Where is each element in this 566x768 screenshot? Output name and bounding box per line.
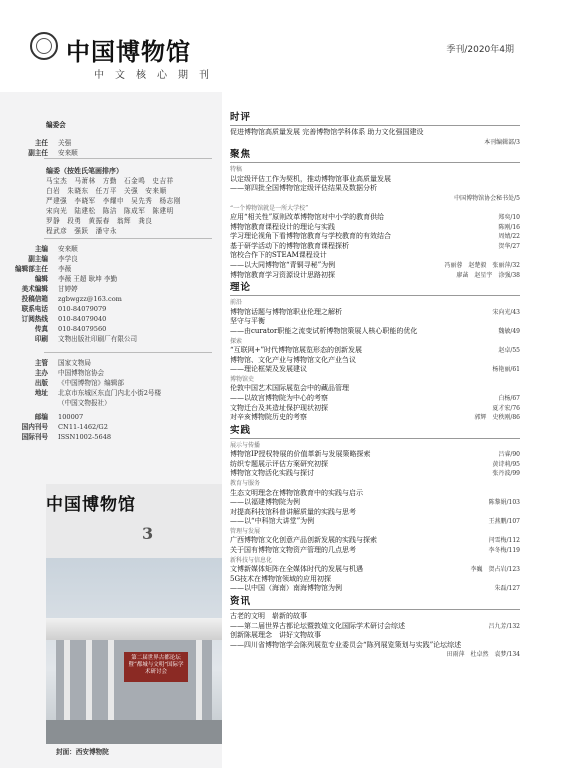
toc-article-title[interactable]: 5G技术在博物馆领域的应用初探 [230,574,332,583]
staff-value: 安来顺 [58,245,78,253]
divider [44,238,212,239]
toc-author-page: 夏才宏/76 [492,404,520,412]
staff-label: 订阅热线 [21,315,48,323]
staff-label: 美术编辑 [21,285,48,293]
toc-author-page: 朱磊/127 [494,585,520,593]
staff-label: 编辑 [34,275,48,283]
toc-author-page: 吕九芳/132 [488,622,520,630]
committee-row: 罗静 段勇 黄振春 翁辉 龚良 [46,217,153,225]
toc-author-page: 陈刚/16 [498,223,520,231]
toc-subsection-label: 展示与传播 [230,441,261,449]
staff-value: 文物出版社印刷厂有限公司 [58,335,138,343]
cover-title: 中国博物馆 [46,495,136,515]
page-header [0,0,566,88]
toc-author-page: 黄诗莉/95 [492,460,520,468]
staff-value: 李学良 [58,255,78,263]
toc-author-page: 吕睿/90 [498,451,520,459]
publisher-label: 主办 [34,369,48,377]
toc-author-page: 白杨/67 [498,394,520,402]
toc-author-page: 魏敏/49 [498,327,520,335]
editorial-committee [0,166,222,236]
toc-article-title[interactable]: 关于国有博物馆文物资产管理的几点思考 [230,546,356,554]
toc-article-title[interactable]: 对提高科技馆科普讲解质量的实践与思考 [230,507,356,516]
toc-article-title[interactable]: 基于研学活动下的博物馆教育课程探析 [230,241,349,250]
publisher-value: 国家文物局 [58,359,91,367]
toc-article-title[interactable]: ——以福建博物院为例 [230,498,300,507]
journal-seal-logo [30,32,58,60]
toc-subsection-label: “一个博物馆就是一所大学校” [230,204,309,212]
toc-article-title[interactable]: 博物馆IP授权特展的价值革新与发展策略探索 [230,450,371,459]
toc-section-heading: 资讯 [230,595,252,607]
toc-author-page: 冯丽蓉 赵楚毅 张丽萍/32 [444,262,520,269]
divider [44,158,212,159]
toc-author-page: 杨艳丽/61 [492,366,520,374]
staff-value: 010-84079079 [58,305,107,313]
toc-author-page: 宋向光/43 [492,308,520,316]
publisher-label: 邮编 [34,413,48,421]
toc-section-heading: 聚焦 [230,149,252,161]
cover-issue-number: 3 [142,524,154,543]
toc-article-title[interactable]: 对辛亥博物院历史的考察 [230,413,307,422]
publisher-value: 100007 [58,413,84,421]
staff-value: 甘婷婷 [58,285,78,293]
toc-article-title[interactable]: 学习理论视角下看博物馆教育与学校教育的有效结合 [230,232,391,241]
toc-subsection-label: 新科技与信息化 [230,556,273,564]
publisher-label: 出版 [34,379,48,387]
staff-value: 010-84079560 [58,325,107,333]
publisher-value: 中国博物馆协会 [58,369,105,377]
staff-label: 传真 [34,325,48,333]
journal-masthead: 中国博物馆 [66,37,191,66]
issue-label: 季刊/2020年4期 [446,45,514,55]
staff-label: 主编 [34,245,48,253]
cover-photo [46,558,222,744]
toc-author-page: 李冬梅/119 [488,547,520,554]
staff-label: 副主编 [28,255,48,263]
toc-author-page: 郑奕/10 [498,214,520,221]
toc-subsection-label: 特稿 [230,166,243,174]
staff-label: 联系电话 [21,305,48,313]
toc-article-title[interactable]: 博物馆话题与博物馆职业伦理之解析 [230,307,342,316]
toc-article-title[interactable]: 伦敦中国艺术国际展览会中的藏品管理 [230,384,349,393]
toc-article-title[interactable]: “互联网+”时代博物馆展览形态的创新发展 [230,346,363,354]
journal-subtitle: 中文核心期刊 [94,70,220,81]
toc-author-page: 贺华/27 [498,242,520,250]
staff-label: 印刷 [34,335,48,343]
committee-heading: 编委（按姓氏笔画排序） [46,166,123,175]
publisher-value: ISSN1002-5648 [58,433,112,441]
publisher-value: （中国文物报社） [58,399,111,407]
toc-section-heading: 时评 [230,112,252,123]
director-label: 主任 [34,139,48,147]
cover-thumbnail [46,484,222,744]
toc-article-title[interactable]: 博物馆教育课程设计的理论与实践 [230,222,335,231]
toc-article-title[interactable]: 创新陈展理念 讲好文物故事 [230,631,321,640]
committee-row: 程武彦 强跃 潘守永 [46,227,117,235]
staff-value: 010-84079040 [58,315,107,323]
toc-article-title[interactable]: 坚守与平衡 [230,317,265,326]
toc-article-title[interactable]: ——四川省博物馆学会陈列展览专业委员会“陈列展览策划与实践”论坛综述 [230,640,462,649]
section-rule [230,295,520,296]
toc-author-page: 陈黎娟/103 [488,499,520,507]
publisher-label: 地址 [34,389,48,397]
toc-article-title[interactable]: 文博新媒体矩阵在全媒体时代的发展与机遇 [230,565,363,574]
toc-article-title[interactable]: 应用“相关性”原则改革博物馆对中小学的教育供给 [230,213,385,221]
cover-banner: 第二届世界古都论坛 暨“都城与文明”国际学术研讨会 [124,652,188,682]
staff-value: 李薇 [58,265,72,273]
publisher-label [0,398,58,408]
toc-article-title[interactable]: ——以大同博物馆“青铜寻秘”为例 [230,261,336,269]
committee-label: 编委会 [46,121,66,129]
toc-author-page: 张丹波/99 [492,470,520,478]
vice-director-value: 安来顺 [58,149,78,157]
toc-subsection-label: 前沿 [230,299,243,307]
toc-article-title[interactable]: ——以中国（海南）南海博物馆为例 [230,584,342,593]
toc-author-page: 廖菡 赵星宇 涂强/38 [456,271,520,279]
toc-article-title[interactable]: 生态文明理念在博物馆教育中的实践与启示 [230,488,363,497]
toc-article-title[interactable]: 以定级评估工作为契机，推动博物馆事业高质量发展 [230,174,391,183]
toc-article-title[interactable]: 促进博物馆高质量发展 完善博物馆学科体系 助力文化强国建设 [230,128,424,136]
toc-subsection-label: 博物馆史 [230,375,255,383]
committee-block [0,120,222,158]
publisher-label: 国内刊号 [21,423,48,431]
toc-article-title[interactable]: ——以故宫博物院为中心的考察 [230,393,328,402]
toc-article-title[interactable]: 博物馆、文化产业与博物馆文化产业刍议 [230,355,356,364]
toc-article-title[interactable]: 文物迁台及其造址保护现状初探 [230,403,328,412]
toc-article-title[interactable]: ——第四批全国博物馆定级评估结果及数据分析 [230,184,377,193]
toc-subsection-label: 探索 [230,337,243,345]
toc-section-heading: 理论 [230,282,252,294]
staff-block [0,244,222,344]
toc-author-page: 周婧/22 [498,233,520,241]
toc-article-title[interactable]: ——以“中科馆大讲堂”为例 [230,517,315,526]
staff-label: 投稿信箱 [21,295,48,303]
publisher-value: 北京市东城区东直门内北小街2号楼 [58,389,162,397]
toc-article-title[interactable]: 博物馆文物活化实践与探讨 [230,469,314,478]
toc-article-title[interactable]: 馆校合作下的STEAM课程设计 [230,251,327,260]
section-rule [230,162,520,163]
section-rule [230,609,520,610]
toc-article-title[interactable]: ——理论框架及发展建议 [230,365,307,374]
toc-author-page: 中国博物馆协会秘书处/5 [454,194,520,202]
committee-row: 严建强 李晓军 李耀申 吴先秀 杨志刚 [46,197,181,205]
staff-label: 编辑部主任 [15,265,48,273]
toc-author-page: 郭辉 史秩刚/86 [474,414,520,422]
cover-caption: 封面：西安博物院 [56,748,109,756]
publisher-value: 《中国博物馆》编辑部 [58,379,124,387]
vice-director-label: 副主任 [28,149,48,157]
toc-article-title[interactable]: ——第二届世界古都论坛暨敦煌文化国际学术研讨会综述 [230,621,405,630]
toc-article-title[interactable]: 广西博物馆文化创意产品创新发展的实践与探索 [230,536,377,545]
committee-row: 白岩 朱晓东 任万平 关强 安来顺 [46,187,167,195]
toc-author-page: 闫雪梅/112 [488,537,520,545]
toc-author-page: 田雨萍 杜卓然 袁梦/134 [446,651,520,659]
staff-value: 李薇 王超 耿坤 李勤 [58,275,118,283]
publisher-label: 主管 [34,359,48,367]
publisher-block [0,358,222,442]
submission-email[interactable]: zgbwgzz@163.com [58,295,122,303]
toc-author-page: 李巍 贺占岩/123 [470,566,520,574]
divider [44,352,212,353]
toc-author-page: 本刊编辑部/3 [484,138,520,146]
toc-subsection-label: 教育与服务 [230,480,261,487]
publisher-label: 国际刊号 [21,433,48,441]
toc-author-page: 王燕鹏/107 [488,518,520,526]
toc-author-page: 赵卓/55 [498,347,520,354]
section-rule [230,438,520,439]
publisher-value: CN11-1462/G2 [58,423,108,431]
toc-article-title[interactable]: 纺织专题展示评估方案研究初探 [230,459,328,468]
director-value: 关强 [58,139,72,147]
section-rule [230,125,520,126]
toc-section-heading: 实践 [230,424,252,436]
toc-subsection-label: 管理与发展 [230,527,261,535]
toc-article-title[interactable]: 博物馆教育学习资源设计思路初探 [230,270,335,279]
committee-row: 马宝杰 马萧林 方勤 石金鸣 史吉祥 [46,177,174,185]
toc-article-title[interactable]: ——由curator职能之流变试析博物馆策展人核心职能的优化 [230,326,418,335]
committee-row: 宋向光 陆建松 陈洁 陈成军 陈建明 [46,207,174,215]
toc-article-title[interactable]: 古老的文明 崭新的故事 [230,611,307,620]
